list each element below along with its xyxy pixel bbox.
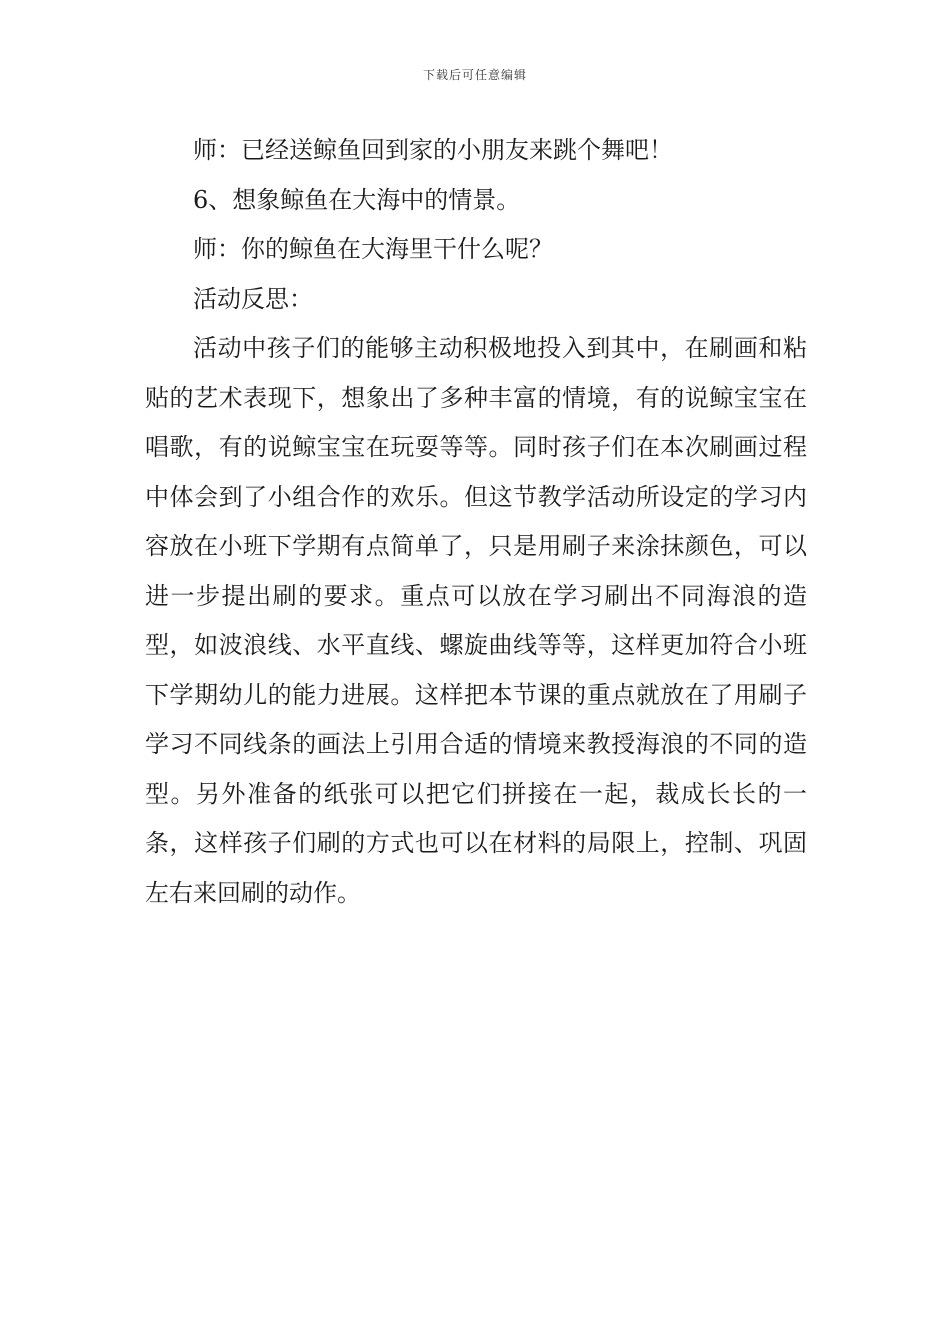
paragraph-teacher-dance: 师：已经送鲸鱼回到家的小朋友来跳个舞吧！ <box>193 136 673 164</box>
paragraph-teacher-question: 师：你的鲸鱼在大海里干什么呢？ <box>193 235 553 263</box>
section-heading-reflection: 活动反思： <box>193 284 313 313</box>
paragraph-step-6: 6、想象鲸鱼在大海中的情景。 <box>193 185 521 214</box>
document-body <box>145 126 807 918</box>
paragraph-reflection: 活动中孩子们的能够主动积极地投入到其中，在刷画和粘贴的艺术表现下，想象出了多种丰富的情境，有的说鲸宝宝在唱歌，有的说鲸宝宝在玩耍等等。同时孩子们在本次刷画过程中体会到了小组合作的欢乐。但这节教学活动所设定的学习内容放在小班下学期有点简单了，只是用刷子来涂抹颜色，可以进一步提出刷的要求。重点可以放在学习刷出不同海浪的造型，如波浪线、水平直线、螺旋曲线等等，这样更加符合小班下学期幼儿的能力进展。这样把本节课的重点就放在了用刷子学习不同线条的画法上引用合适的情境来教授海浪的不同的造型。另外准备的纸张可以把它们拼接在一起，裁成长长的一条，这样孩子们刷的方式也可以在材料的局限上，控制、巩固左右来回刷的动作。 <box>145 334 807 907</box>
header-note: 下载后可任意编辑 <box>422 68 527 82</box>
